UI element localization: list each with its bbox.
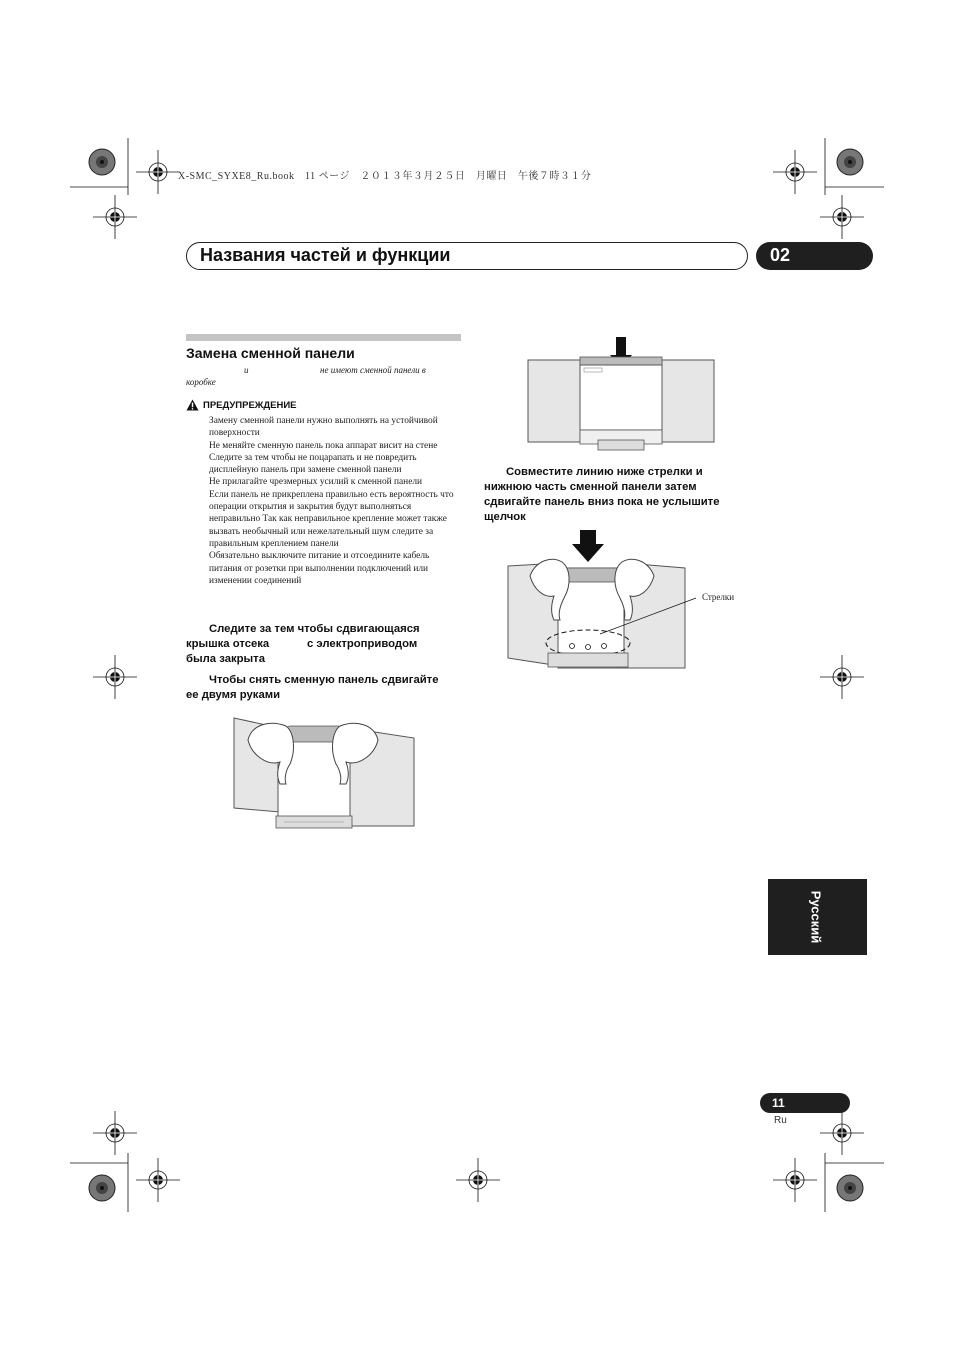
step1-line2b: с электроприводом	[307, 638, 418, 650]
step1-line1: Следите за тем чтобы сдвигающаяся	[209, 623, 420, 635]
illustration-panel-attach	[500, 528, 740, 678]
illustration-panel-remove	[228, 712, 428, 847]
page-lang-code: Ru	[774, 1115, 787, 1126]
step3-line1: Совместите линию ниже стрелки и	[506, 466, 703, 478]
note-part2: не имеют сменной панели в	[320, 365, 426, 375]
down-arrow-icon	[572, 530, 604, 562]
note-part1: и	[244, 365, 249, 375]
page-number: 11	[760, 1093, 850, 1113]
step2-line1: Чтобы снять сменную панель сдвигайте	[209, 674, 439, 686]
warning-item: Если панель не прикреплена правильно есть вероятность что операции открытия и закрытия будут выполняться неправильно Так как неправильное крепление может также вызвать необычный или нежелательный шум следите за правильным креплением панели	[209, 489, 454, 549]
warning-item: Не прилагайте чрезмерных усилий к сменной панели	[209, 477, 423, 488]
warning-item: Замену сменной панели нужно выполнять на устойчивой поверхности	[209, 416, 438, 439]
chapter-badge: 02	[756, 242, 873, 270]
warning-icon	[186, 399, 199, 411]
language-label: Русский	[808, 890, 824, 944]
step2-line2: ее двумя руками	[186, 689, 281, 701]
print-info-line: X-SMC_SYXE8_Ru.book 11 ページ ２０１３年３月２５日 月曜日 午後７時３１分	[178, 171, 592, 182]
page-title: Названия частей и функции	[200, 245, 451, 265]
warning-item: Не меняйте сменную панель пока аппарат висит на стене	[209, 440, 438, 451]
section-rule	[186, 334, 461, 341]
step1-line3: была закрыта	[186, 653, 265, 665]
warning-heading-text: ПРЕДУПРЕЖДЕНИЕ	[203, 399, 297, 411]
warning-item: Следите за тем чтобы не поцарапать и не повредить дисплейную панель при замене сменной панели	[209, 452, 417, 476]
language-tab	[768, 879, 867, 955]
warning-item: Обязательно выключите питание и отсоедините кабель питания от розетки при выполнении подключений или изменении соединений	[209, 551, 430, 586]
step3-line3: сдвигайте панель вниз пока не услышите	[484, 496, 720, 508]
warning-heading	[186, 399, 297, 411]
section-title: Замена сменной панели	[186, 345, 355, 361]
arrows-label: Стрелки	[702, 592, 735, 602]
step3-line4: щелчок	[484, 511, 526, 523]
warning-list	[209, 415, 463, 587]
step3-line2: нижнюю часть сменной панели затем	[484, 481, 697, 493]
note-part3: коробке	[186, 377, 216, 387]
illustration-panel-removed	[526, 335, 726, 455]
step1-line2a: крышка отсека	[186, 638, 270, 650]
